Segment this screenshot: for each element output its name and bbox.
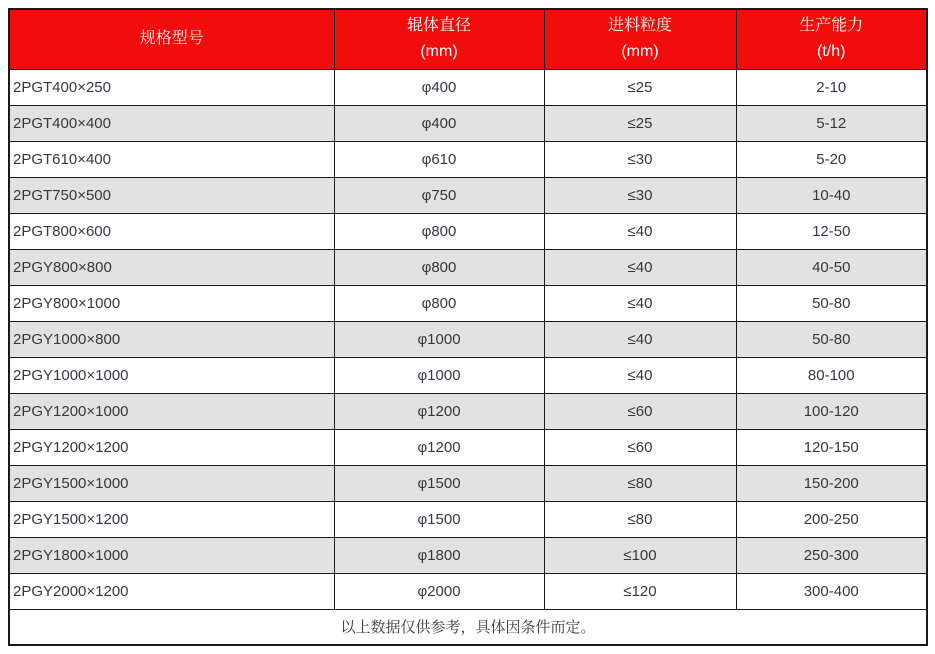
model-cell: 2PGY1200×1000 bbox=[9, 393, 334, 429]
header-row bbox=[9, 9, 927, 69]
header-unit-feed-size: (mm) bbox=[621, 43, 659, 61]
table-row bbox=[9, 285, 927, 321]
capacity-cell: 80-100 bbox=[736, 357, 927, 393]
diameter-cell: φ1500 bbox=[334, 465, 544, 501]
table-row bbox=[9, 69, 927, 105]
table-row bbox=[9, 321, 927, 357]
spec-table bbox=[8, 8, 928, 646]
capacity-cell: 150-200 bbox=[736, 465, 927, 501]
table-row bbox=[9, 465, 927, 501]
diameter-cell: φ800 bbox=[334, 213, 544, 249]
table-row bbox=[9, 357, 927, 393]
table-footer bbox=[9, 609, 927, 645]
capacity-cell: 5-12 bbox=[736, 105, 927, 141]
capacity-cell: 10-40 bbox=[736, 177, 927, 213]
capacity-cell: 12-50 bbox=[736, 213, 927, 249]
diameter-cell: φ610 bbox=[334, 141, 544, 177]
table-row bbox=[9, 177, 927, 213]
feed-size-cell: ≤80 bbox=[544, 501, 736, 537]
capacity-cell: 5-20 bbox=[736, 141, 927, 177]
diameter-cell: φ1000 bbox=[334, 357, 544, 393]
header-cell-capacity bbox=[736, 9, 927, 69]
capacity-cell: 100-120 bbox=[736, 393, 927, 429]
table-body bbox=[9, 69, 927, 609]
diameter-cell: φ1500 bbox=[334, 501, 544, 537]
diameter-cell: φ1200 bbox=[334, 393, 544, 429]
model-cell: 2PGY1500×1200 bbox=[9, 501, 334, 537]
model-cell: 2PGT800×600 bbox=[9, 213, 334, 249]
capacity-cell: 200-250 bbox=[736, 501, 927, 537]
feed-size-cell: ≤40 bbox=[544, 357, 736, 393]
diameter-cell: φ400 bbox=[334, 69, 544, 105]
feed-size-cell: ≤60 bbox=[544, 393, 736, 429]
feed-size-cell: ≤25 bbox=[544, 69, 736, 105]
model-cell: 2PGT400×250 bbox=[9, 69, 334, 105]
table-row bbox=[9, 141, 927, 177]
header-label-capacity: 生产能力 bbox=[799, 17, 864, 35]
model-cell: 2PGY1200×1200 bbox=[9, 429, 334, 465]
feed-size-cell: ≤40 bbox=[544, 249, 736, 285]
table-row bbox=[9, 429, 927, 465]
table-row bbox=[9, 537, 927, 573]
header-unit-capacity: (t/h) bbox=[817, 43, 846, 61]
feed-size-cell: ≤100 bbox=[544, 537, 736, 573]
footer-note: 以上数据仅供参考，具体因条件而定。 bbox=[9, 609, 927, 645]
model-cell: 2PGT610×400 bbox=[9, 141, 334, 177]
feed-size-cell: ≤30 bbox=[544, 141, 736, 177]
feed-size-cell: ≤120 bbox=[544, 573, 736, 609]
diameter-cell: φ800 bbox=[334, 249, 544, 285]
capacity-cell: 2-10 bbox=[736, 69, 927, 105]
model-cell: 2PGY800×1000 bbox=[9, 285, 334, 321]
capacity-cell: 120-150 bbox=[736, 429, 927, 465]
model-cell: 2PGY1000×800 bbox=[9, 321, 334, 357]
feed-size-cell: ≤40 bbox=[544, 213, 736, 249]
model-cell: 2PGT400×400 bbox=[9, 105, 334, 141]
feed-size-cell: ≤80 bbox=[544, 465, 736, 501]
model-cell: 2PGY800×800 bbox=[9, 249, 334, 285]
capacity-cell: 50-80 bbox=[736, 321, 927, 357]
header-cell-diameter bbox=[334, 9, 544, 69]
table-row bbox=[9, 249, 927, 285]
model-cell: 2PGY1500×1000 bbox=[9, 465, 334, 501]
model-cell: 2PGY1800×1000 bbox=[9, 537, 334, 573]
footer-row bbox=[9, 609, 927, 645]
table-row bbox=[9, 213, 927, 249]
feed-size-cell: ≤25 bbox=[544, 105, 736, 141]
table-header bbox=[9, 9, 927, 69]
header-label-model: 规格型号 bbox=[139, 30, 204, 48]
header-label-diameter: 辊体直径 bbox=[406, 17, 471, 35]
capacity-cell: 50-80 bbox=[736, 285, 927, 321]
feed-size-cell: ≤40 bbox=[544, 321, 736, 357]
table-row bbox=[9, 105, 927, 141]
model-cell: 2PGT750×500 bbox=[9, 177, 334, 213]
diameter-cell: φ750 bbox=[334, 177, 544, 213]
diameter-cell: φ1800 bbox=[334, 537, 544, 573]
model-cell: 2PGY2000×1200 bbox=[9, 573, 334, 609]
capacity-cell: 250-300 bbox=[736, 537, 927, 573]
model-cell: 2PGY1000×1000 bbox=[9, 357, 334, 393]
header-unit-diameter: (mm) bbox=[420, 43, 458, 61]
capacity-cell: 300-400 bbox=[736, 573, 927, 609]
header-cell-feed-size bbox=[544, 9, 736, 69]
table-row bbox=[9, 501, 927, 537]
table-row bbox=[9, 393, 927, 429]
feed-size-cell: ≤40 bbox=[544, 285, 736, 321]
feed-size-cell: ≤60 bbox=[544, 429, 736, 465]
diameter-cell: φ1200 bbox=[334, 429, 544, 465]
header-cell-model bbox=[9, 9, 334, 69]
capacity-cell: 40-50 bbox=[736, 249, 927, 285]
diameter-cell: φ2000 bbox=[334, 573, 544, 609]
diameter-cell: φ400 bbox=[334, 105, 544, 141]
feed-size-cell: ≤30 bbox=[544, 177, 736, 213]
diameter-cell: φ800 bbox=[334, 285, 544, 321]
header-label-feed-size: 进料粒度 bbox=[607, 17, 672, 35]
table-row bbox=[9, 573, 927, 609]
diameter-cell: φ1000 bbox=[334, 321, 544, 357]
